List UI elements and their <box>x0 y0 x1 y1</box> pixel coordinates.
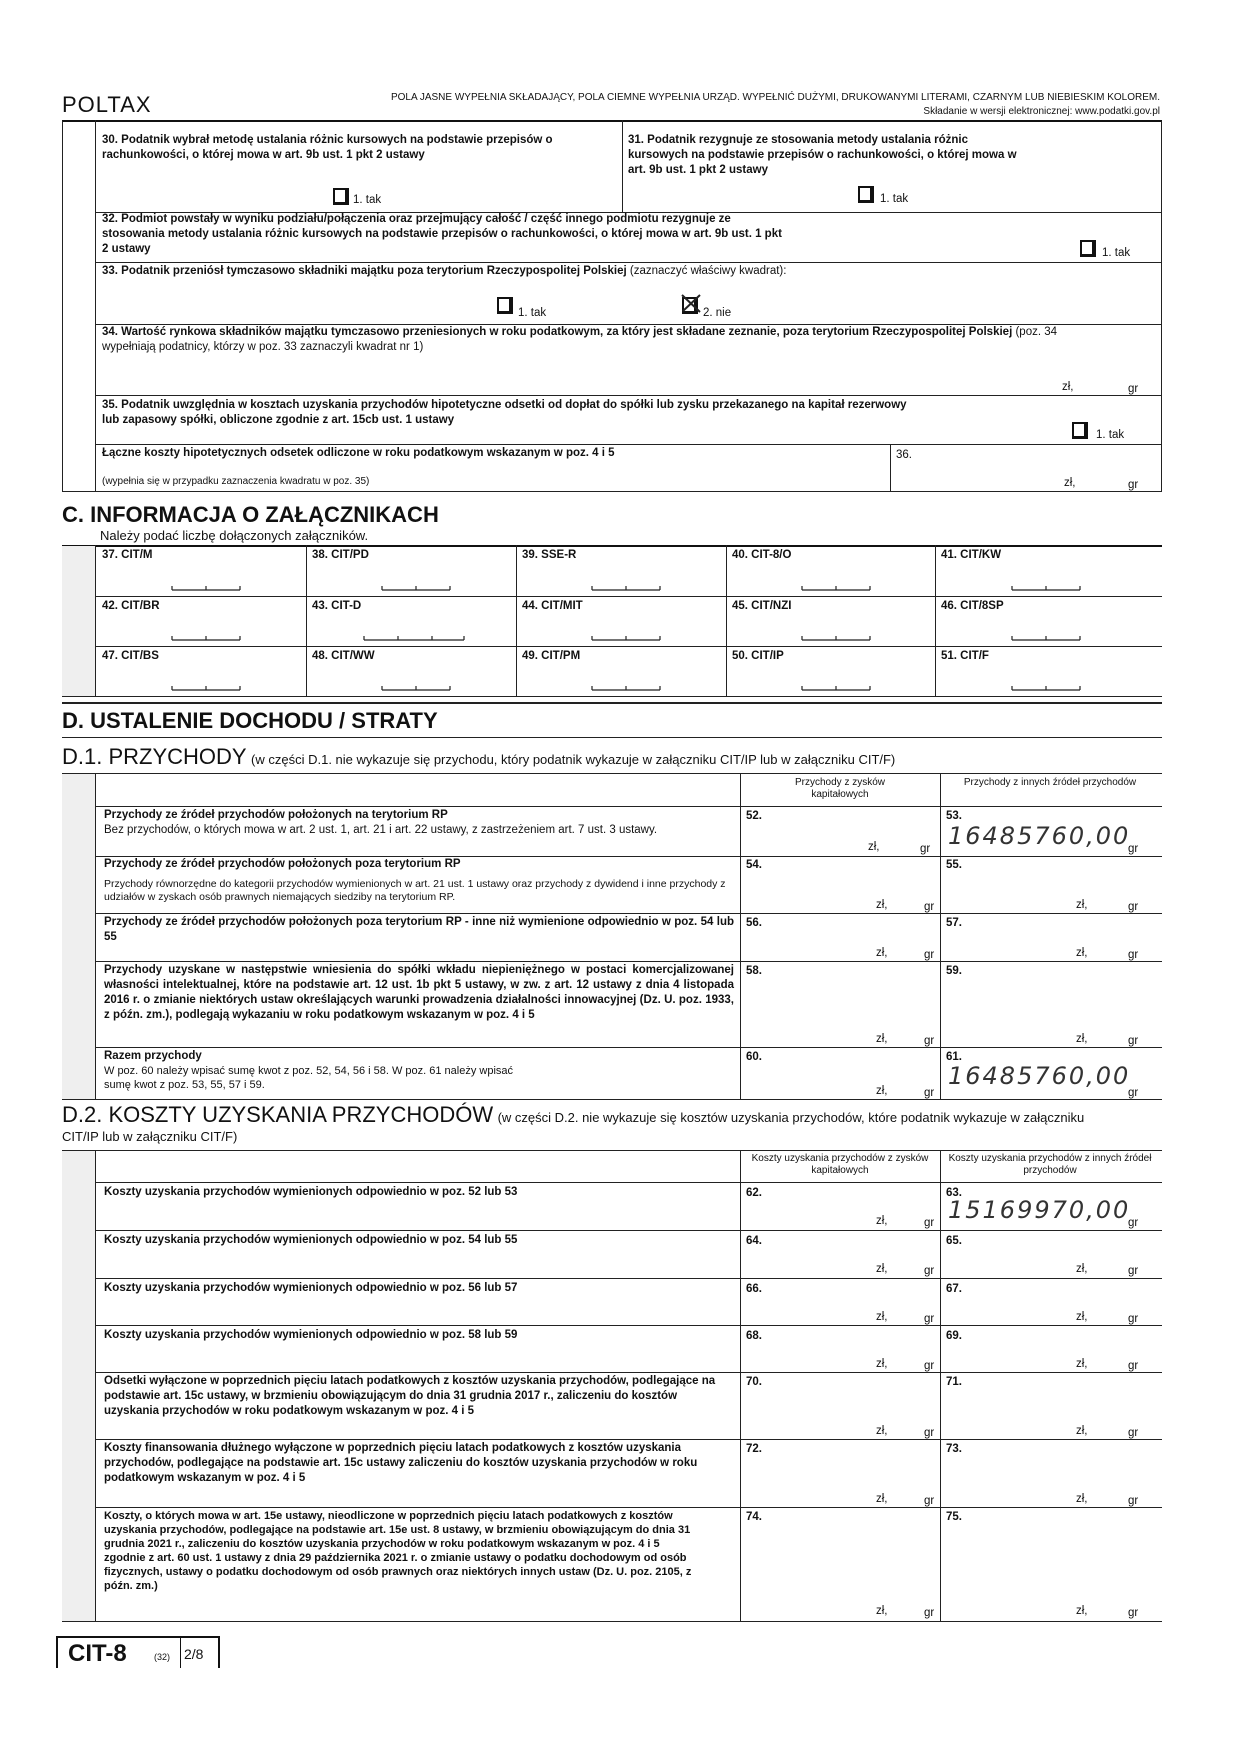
field-59-zl: zł, <box>1076 1033 1088 1045</box>
field-62-number: 62. <box>746 1187 762 1199</box>
d1-row-54-55 <box>104 857 734 904</box>
field-58-number: 58. <box>746 965 762 977</box>
field-62-zl: zł, <box>876 1215 888 1227</box>
field-73-number: 73. <box>946 1443 962 1455</box>
field-34-note: (poz. 34 wypełniają podatnicy, którzy w poz. 33 zaznaczyli kwadrat nr 1) <box>102 326 1058 353</box>
field-65-gr: gr <box>1128 1265 1139 1277</box>
field-72-number: 72. <box>746 1443 762 1455</box>
d2-row-70-71: Odsetki wyłączone w poprzednich pięciu latach podatkowych z kosztów uzyskania przychodów, podlegające na podstawie art. 15c ustawy, w brzmieniu obowiązującym do dnia 31 grudnia 2017 r., zaliczeniu do kosztów uzyskania przychodów w roku podatkowym wskazanym w poz. 4 i 5 <box>104 1375 716 1417</box>
field-53-number: 53. <box>946 810 962 822</box>
field-56-number: 56. <box>746 917 762 929</box>
brand: POLTAX <box>62 92 152 117</box>
field-59-number: 59. <box>946 965 962 977</box>
attachment-cit-nzi[interactable]: 45. CIT/NZI <box>732 600 792 612</box>
attachment-cit-ww[interactable]: 48. CIT/WW <box>312 650 375 662</box>
field-69-zl: zł, <box>1076 1358 1088 1370</box>
field-54-number: 54. <box>746 859 762 871</box>
attachment-cit-8sp[interactable]: 46. CIT/8SP <box>941 600 1004 612</box>
attachment-cit-kw[interactable]: 41. CIT/KW <box>941 549 1002 561</box>
form-instruction: POLA JASNE WYPEŁNIA SKŁADAJĄCY, POLA CIEMNE WYPEŁNIA URZĄD. WYPEŁNIĆ DUŻYMI, DRUKOWANYMI LITERAMI, CZARNYM LUB NIEBIESKIM KOLOREM. <box>390 92 1160 103</box>
field-62-gr: gr <box>924 1217 935 1229</box>
d1-row-title: Przychody ze źródeł przychodów położonych na terytorium RP <box>104 809 448 821</box>
field-36-label: Łączne koszty hipotetycznych odsetek odliczone w roku podatkowym wskazanym w poz. 4 i 5 <box>102 447 615 459</box>
d2-col-other: Koszty uzyskania przychodów z innych źródeł przychodów <box>948 1153 1152 1176</box>
field-71-gr: gr <box>1128 1427 1139 1439</box>
d2-note: (w części D.2. nie wykazuje się kosztów uzyskania przychodów, które podatnik wykazuje w załączniku CIT/IP lub w załączniku CIT/F) <box>62 1110 1085 1144</box>
field-70-number: 70. <box>746 1376 762 1388</box>
field-36-number: 36. <box>896 449 912 461</box>
field-71-zl: zł, <box>1076 1425 1088 1437</box>
section-c-subtitle: Należy podać liczbę dołączonych załączników. <box>100 528 369 543</box>
field-74-zl: zł, <box>876 1605 888 1617</box>
d1-note: (w części D.1. nie wykazuje się przychodu, który podatnik wykazuje w załączniku CIT/IP lub w załączniku CIT/F) <box>251 752 896 767</box>
field-69-number: 69. <box>946 1330 962 1342</box>
field-53-value[interactable]: 16485760,00 <box>948 822 1131 850</box>
attachment-cit-pd[interactable]: 38. CIT/PD <box>312 549 369 561</box>
form-code-box <box>56 1636 220 1668</box>
attachment-cit-bs[interactable]: 47. CIT/BS <box>102 650 159 662</box>
field-52-gr: gr <box>920 843 931 855</box>
d2-row-74-75: Koszty, o których mowa w art. 15e ustawy, nieodliczone w poprzednich pięciu latach podatkowych z kosztów uzyskania przychodów, podlegające na podstawie art. 15e ust. 8 ustawy, w brzmieniu obowiązującym do dnia 31 grudnia 2021 r., zaliczeniu do kosztów uzyskania przychodów w roku podatkowym wskazanym w poz. 4 i 5 zgodnie z art. 60 ust. 1 ustawy z dnia 29 października 2021 r. o zmianie ustawy o podatku dochodowym od osób fizycznych, ustawy o podatku dochodowym od osób prawnych oraz niektórych innych ustaw (Dz. U. poz. 2105, z późn. zm.) <box>104 1510 692 1592</box>
d1-row-60-61 <box>104 1049 524 1092</box>
field-75-gr: gr <box>1128 1607 1139 1619</box>
field-71-number: 71. <box>946 1376 962 1388</box>
d1-col-other: Przychody z innych źródeł przychodów <box>963 777 1137 788</box>
field-35-label: 35. Podatnik uwzględnia w kosztach uzyskania przychodów hipotetyczne odsetki od dopłat do spółki lub zysku przekazanego na kapitał rezerwowy lub zapasowy spółki, obliczone zgodnie z art. 15cb ust. 1 ustawy <box>102 399 907 426</box>
d2-title: D.2. KOSZTY UZYSKANIA PRZYCHODÓW <box>62 1102 494 1127</box>
d2-row-66-67: Koszty uzyskania przychodów wymienionych odpowiednio w poz. 56 lub 57 <box>104 1282 518 1294</box>
field-32-tak: 1. tak <box>1102 247 1131 259</box>
field-34-text: 34. Wartość rynkowa składników majątku tymczasowo przeniesionych w roku podatkowym, za który jest składane zeznanie, poza terytorium Rzeczypospolitej Polskiej <box>102 326 1013 338</box>
field-60-number: 60. <box>746 1051 762 1063</box>
d1-row-title: Razem przychody <box>104 1050 202 1062</box>
field-56-zl: zł, <box>876 947 888 959</box>
field-35-tak: 1. tak <box>1096 429 1125 441</box>
field-30-checkbox[interactable] <box>333 188 349 205</box>
field-31-checkbox[interactable] <box>858 186 874 203</box>
field-66-gr: gr <box>924 1313 935 1325</box>
d1-title: D.1. PRZYCHODY <box>62 744 247 769</box>
field-60-zl: zł, <box>876 1085 888 1097</box>
d1-row-56-57: Przychody ze źródeł przychodów położonych poza terytorium RP - inne niż wymienione odpowiednio w poz. 54 lub 55 <box>104 916 734 943</box>
field-33-nie: 2. nie <box>703 307 732 319</box>
field-63-value[interactable]: 15169970,00 <box>948 1196 1131 1224</box>
field-53-gr: gr <box>1128 843 1139 855</box>
checked-x-mark <box>680 292 704 314</box>
field-36-zl: zł, <box>1064 477 1076 489</box>
field-33-text: 33. Podatnik przeniósł tymczasowo składniki majątku poza terytorium Rzeczypospolitej Polskiej <box>102 265 627 277</box>
field-30-tak: 1. tak <box>353 194 382 206</box>
form-code: CIT-8 <box>68 1640 127 1667</box>
form-version: (32) <box>154 1652 171 1662</box>
field-68-zl: zł, <box>876 1358 888 1370</box>
field-58-zl: zł, <box>876 1033 888 1045</box>
field-61-value[interactable]: 16485760,00 <box>948 1062 1131 1090</box>
attachment-cit-mit[interactable]: 44. CIT/MIT <box>522 600 583 612</box>
d2-row-72-73: Koszty finansowania dłużnego wyłączone w poprzednich pięciu latach podatkowych z kosztów uzyskania przychodów, podlegające na podstawie art. 15c ustawy zaliczeniu do kosztów uzyskania przychodów w roku podatkowym wskazanym w poz. 4 i 5 <box>104 1442 698 1484</box>
field-54-zl: zł, <box>876 899 888 911</box>
field-58-gr: gr <box>924 1035 935 1047</box>
field-36-gr: gr <box>1128 479 1139 491</box>
attachment-cit-br[interactable]: 42. CIT/BR <box>102 600 160 612</box>
d1-row-text: W poz. 60 należy wpisać sumę kwot z poz. 52, 54, 56 i 58. W poz. 61 należy wpisać sumę kwot z poz. 53, 55, 57 i 59. <box>104 1065 514 1091</box>
field-57-zl: zł, <box>1076 947 1088 959</box>
field-30-label: 30. Podatnik wybrał metodę ustalania różnic kursowych na podstawie przepisów o rachunkowości, o której mowa w art. 9b ust. 1 pkt 2 ustawy <box>102 134 553 161</box>
field-64-gr: gr <box>924 1265 935 1277</box>
field-68-number: 68. <box>746 1330 762 1342</box>
d1-row-58-59: Przychody uzyskane w następstwie wniesienia do spółki wkładu niepieniężnego w postaci komercjalizowanej własności intelektualnej, które na podstawie art. 12 ust. 1b pkt 5 ustawy, w zw. z art. 12 ustawy z dnia 4 listopada 2016 r. o zmianie niektórych ustaw określających warunki prowadzenia działalności innowacyjnej (Dz. U. poz. 1933, z późn. zm.), podlegają wykazaniu w roku podatkowym wskazanym w poz. 4 i 5 <box>104 964 734 1021</box>
field-52-number: 52. <box>746 810 762 822</box>
d1-row-text: Bez przychodów, o których mowa w art. 2 ust. 1, art. 21 i art. 22 ustawy, z zastrzeżeniem art. 7 ust. 3 ustawy. <box>104 824 658 836</box>
field-75-zl: zł, <box>1076 1605 1088 1617</box>
attachment-cit-pm[interactable]: 49. CIT/PM <box>522 650 581 662</box>
field-63-gr: gr <box>1128 1217 1139 1229</box>
field-75-number: 75. <box>946 1511 962 1523</box>
d2-row-64-65: Koszty uzyskania przychodów wymienionych odpowiednio w poz. 54 lub 55 <box>104 1234 518 1246</box>
attachment-cit-f[interactable]: 51. CIT/F <box>941 650 989 662</box>
attachment-cit-ip[interactable]: 50. CIT/IP <box>732 650 784 662</box>
d2-row-62-63: Koszty uzyskania przychodów wymienionych odpowiednio w poz. 52 lub 53 <box>104 1186 518 1198</box>
attachment-sse-r[interactable]: 39. SSE-R <box>522 549 577 561</box>
field-72-gr: gr <box>924 1495 935 1507</box>
attachment-cit-d[interactable]: 43. CIT-D <box>312 600 362 612</box>
field-69-gr: gr <box>1128 1360 1139 1372</box>
field-55-number: 55. <box>946 859 962 871</box>
field-64-number: 64. <box>746 1235 762 1247</box>
field-73-gr: gr <box>1128 1495 1139 1507</box>
d1-row-text: Przychody równorzędne do kategorii przychodów wymienionych w art. 21 ust. 1 ustawy oraz przychody z dywidend i inne przychody z udziałów w zyskach osób prawnych niemających siedziby na terytorium RP. <box>104 878 726 903</box>
field-74-number: 74. <box>746 1511 762 1523</box>
d2-col-capital: Koszty uzyskania przychodów z zysków kapitałowych <box>751 1153 929 1176</box>
d1-col-capital: Przychody z zysków kapitałowych <box>794 777 886 800</box>
field-66-number: 66. <box>746 1283 762 1295</box>
field-64-zl: zł, <box>876 1263 888 1275</box>
field-67-gr: gr <box>1128 1313 1139 1325</box>
section-c-title: C. INFORMACJA O ZAŁĄCZNIKACH <box>62 502 439 527</box>
d1-row-52-53 <box>104 808 734 838</box>
field-55-zl: zł, <box>1076 899 1088 911</box>
field-54-gr: gr <box>924 901 935 913</box>
field-61-gr: gr <box>1128 1087 1139 1099</box>
digit-boxes <box>62 545 1162 697</box>
field-60-gr: gr <box>924 1087 935 1099</box>
field-65-zl: zł, <box>1076 1263 1088 1275</box>
field-55-gr: gr <box>1128 901 1139 913</box>
field-52-zl: zł, <box>868 841 880 853</box>
field-56-gr: gr <box>924 949 935 961</box>
page-number: 2/8 <box>184 1646 204 1662</box>
field-72-zl: zł, <box>876 1493 888 1505</box>
electronic-filing-note: Składanie w wersji elektronicznej: www.podatki.gov.pl <box>923 106 1160 117</box>
d2-row-68-69: Koszty uzyskania przychodów wymienionych odpowiednio w poz. 58 lub 59 <box>104 1329 518 1341</box>
field-67-zl: zł, <box>1076 1311 1088 1323</box>
field-34-label <box>102 325 1062 355</box>
section-d-title: D. USTALENIE DOCHODU / STRATY <box>62 708 438 733</box>
field-33-checkbox-tak[interactable] <box>497 297 513 314</box>
d1-row-title: Przychody ze źródeł przychodów położonych poza terytorium RP <box>104 858 461 870</box>
field-59-gr: gr <box>1128 1035 1139 1047</box>
d1-heading <box>62 744 1162 770</box>
field-33-note: (zaznaczyć właściwy kwadrat): <box>629 265 787 277</box>
attachment-cit-m[interactable]: 37. CIT/M <box>102 549 153 561</box>
field-66-zl: zł, <box>876 1311 888 1323</box>
field-68-gr: gr <box>924 1360 935 1372</box>
field-57-gr: gr <box>1128 949 1139 961</box>
field-65-number: 65. <box>946 1235 962 1247</box>
field-70-zl: zł, <box>876 1425 888 1437</box>
field-32-checkbox[interactable] <box>1080 240 1096 257</box>
field-31-tak: 1. tak <box>880 193 909 205</box>
field-32-label: 32. Podmiot powstały w wyniku podziału/połączenia oraz przejmujący całość / część innego podmiotu rezygnuje ze stosowania metody ustalania różnic kursowych na podstawie przepisów o rachunkowości, o której mowa w art. 9b ust. 1 pkt 2 ustawy <box>102 213 782 255</box>
field-73-zl: zł, <box>1076 1493 1088 1505</box>
field-67-number: 67. <box>946 1283 962 1295</box>
field-63-number: 63. <box>946 1187 962 1199</box>
field-57-number: 57. <box>946 917 962 929</box>
d2-heading <box>62 1102 1122 1146</box>
field-70-gr: gr <box>924 1427 935 1439</box>
field-35-checkbox[interactable] <box>1072 422 1088 439</box>
field-36-note: (wypełnia się w przypadku zaznaczenia kwadratu w poz. 35) <box>102 476 370 487</box>
field-34-gr: gr <box>1128 383 1139 395</box>
field-33-label <box>102 264 1102 279</box>
field-33-tak: 1. tak <box>518 307 547 319</box>
field-61-number: 61. <box>946 1051 962 1063</box>
field-34-zl: zł, <box>1062 381 1074 393</box>
attachment-cit-8-o[interactable]: 40. CIT-8/O <box>732 549 792 561</box>
field-31-label: 31. Podatnik rezygnuje ze stosowania metody ustalania różnic kursowych na podstawie przepisów o rachunkowości, o której mowa w art. 9b ust. 1 pkt 2 ustawy <box>628 134 1017 176</box>
field-74-gr: gr <box>924 1607 935 1619</box>
